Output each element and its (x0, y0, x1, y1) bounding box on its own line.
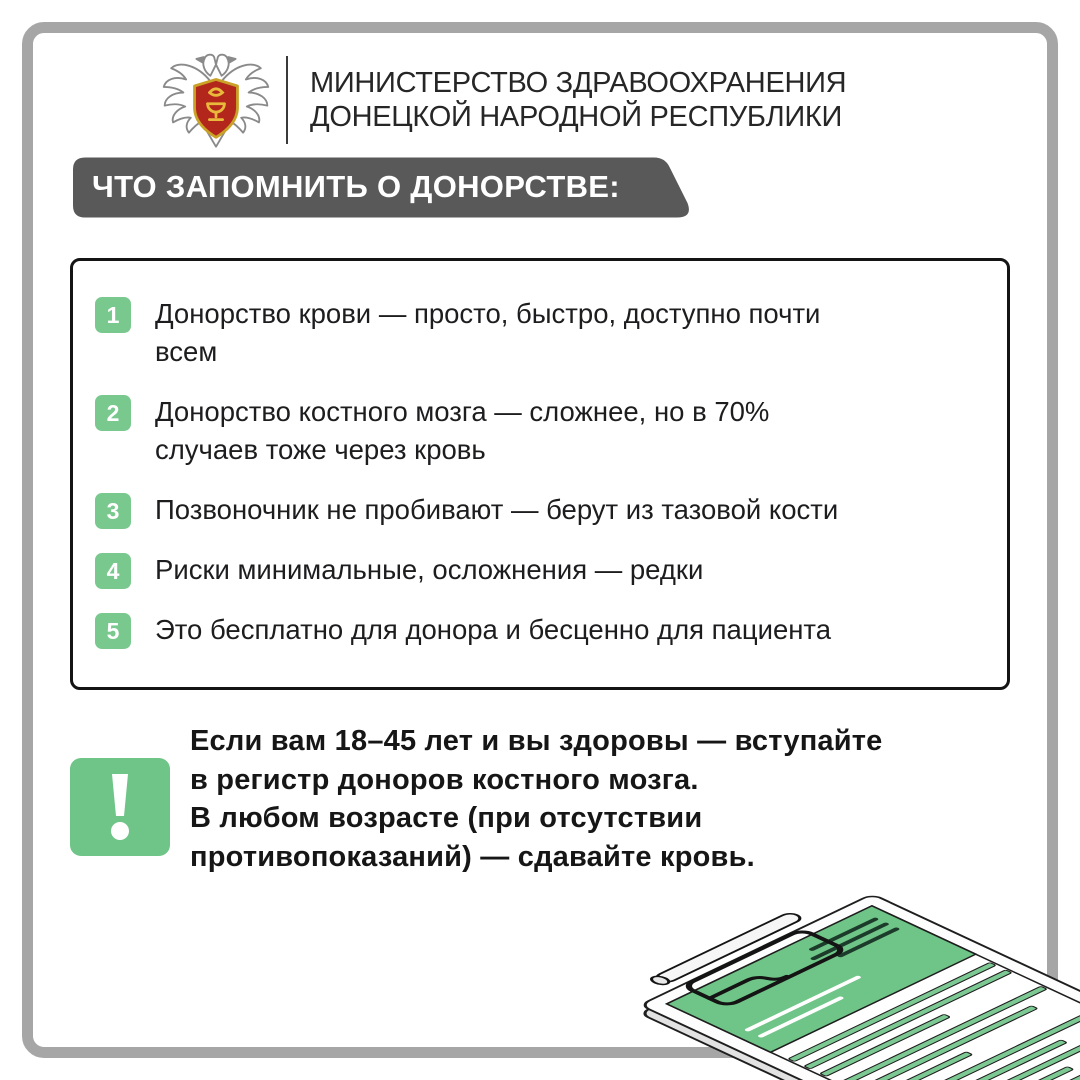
header-divider (286, 56, 288, 144)
fact-line2: всем (155, 336, 218, 367)
fact-line2: случаев тоже через кровь (155, 434, 486, 465)
fact-item (95, 491, 979, 529)
fact-line1: Позвоночник не пробивают — берут из тазовой кости (155, 494, 839, 525)
fact-number-badge: 5 (95, 613, 131, 649)
exclamation-icon (70, 758, 170, 856)
fact-item (95, 611, 979, 649)
fact-line1: Риски минимальные, осложнения — редки (155, 554, 704, 585)
fact-number-badge: 2 (95, 395, 131, 431)
alert-line4: противопоказаний) — сдавайте кровь. (190, 840, 755, 873)
fact-text (155, 551, 703, 589)
alert-line2: в регистр доноров костного мозга. (190, 763, 699, 796)
facts-box (70, 258, 1010, 690)
alert-text (190, 722, 990, 876)
fact-item (95, 393, 979, 469)
fact-text (155, 611, 831, 649)
fact-text (155, 295, 820, 371)
ministry-eagle-emblem-icon (160, 44, 272, 156)
ministry-header (160, 44, 846, 156)
section-banner (70, 156, 694, 219)
banner-title: ЧТО ЗАПОМНИТЬ О ДОНОРСТВЕ: (92, 168, 620, 204)
fact-item (95, 295, 979, 371)
ministry-name-line2: ДОНЕЦКОЙ НАРОДНОЙ РЕСПУБЛИКИ (310, 101, 843, 133)
fact-text (155, 491, 838, 529)
fact-number-badge: 3 (95, 493, 131, 529)
exclamation-mark (90, 772, 150, 842)
fact-text (155, 393, 769, 469)
fact-line1: Это бесплатно для донора и бесценно для пациента (155, 614, 832, 645)
ministry-name (310, 66, 846, 134)
fact-number-badge: 1 (95, 297, 131, 333)
fact-number-badge: 4 (95, 553, 131, 589)
alert-line1: Если вам 18–45 лет и вы здоровы — вступайте (190, 725, 883, 757)
clipboard-document-illustration (610, 880, 1080, 1080)
alert-line3: В любом возрасте (при отсутствии (190, 802, 703, 834)
fact-item (95, 551, 979, 589)
fact-line1: Донорство костного мозга — сложнее, но в 70% (155, 396, 770, 427)
ministry-name-line1: МИНИСТЕРСТВО ЗДРАВООХРАНЕНИЯ (310, 67, 847, 99)
fact-line1: Донорство крови — просто, быстро, доступно почти (155, 298, 821, 329)
